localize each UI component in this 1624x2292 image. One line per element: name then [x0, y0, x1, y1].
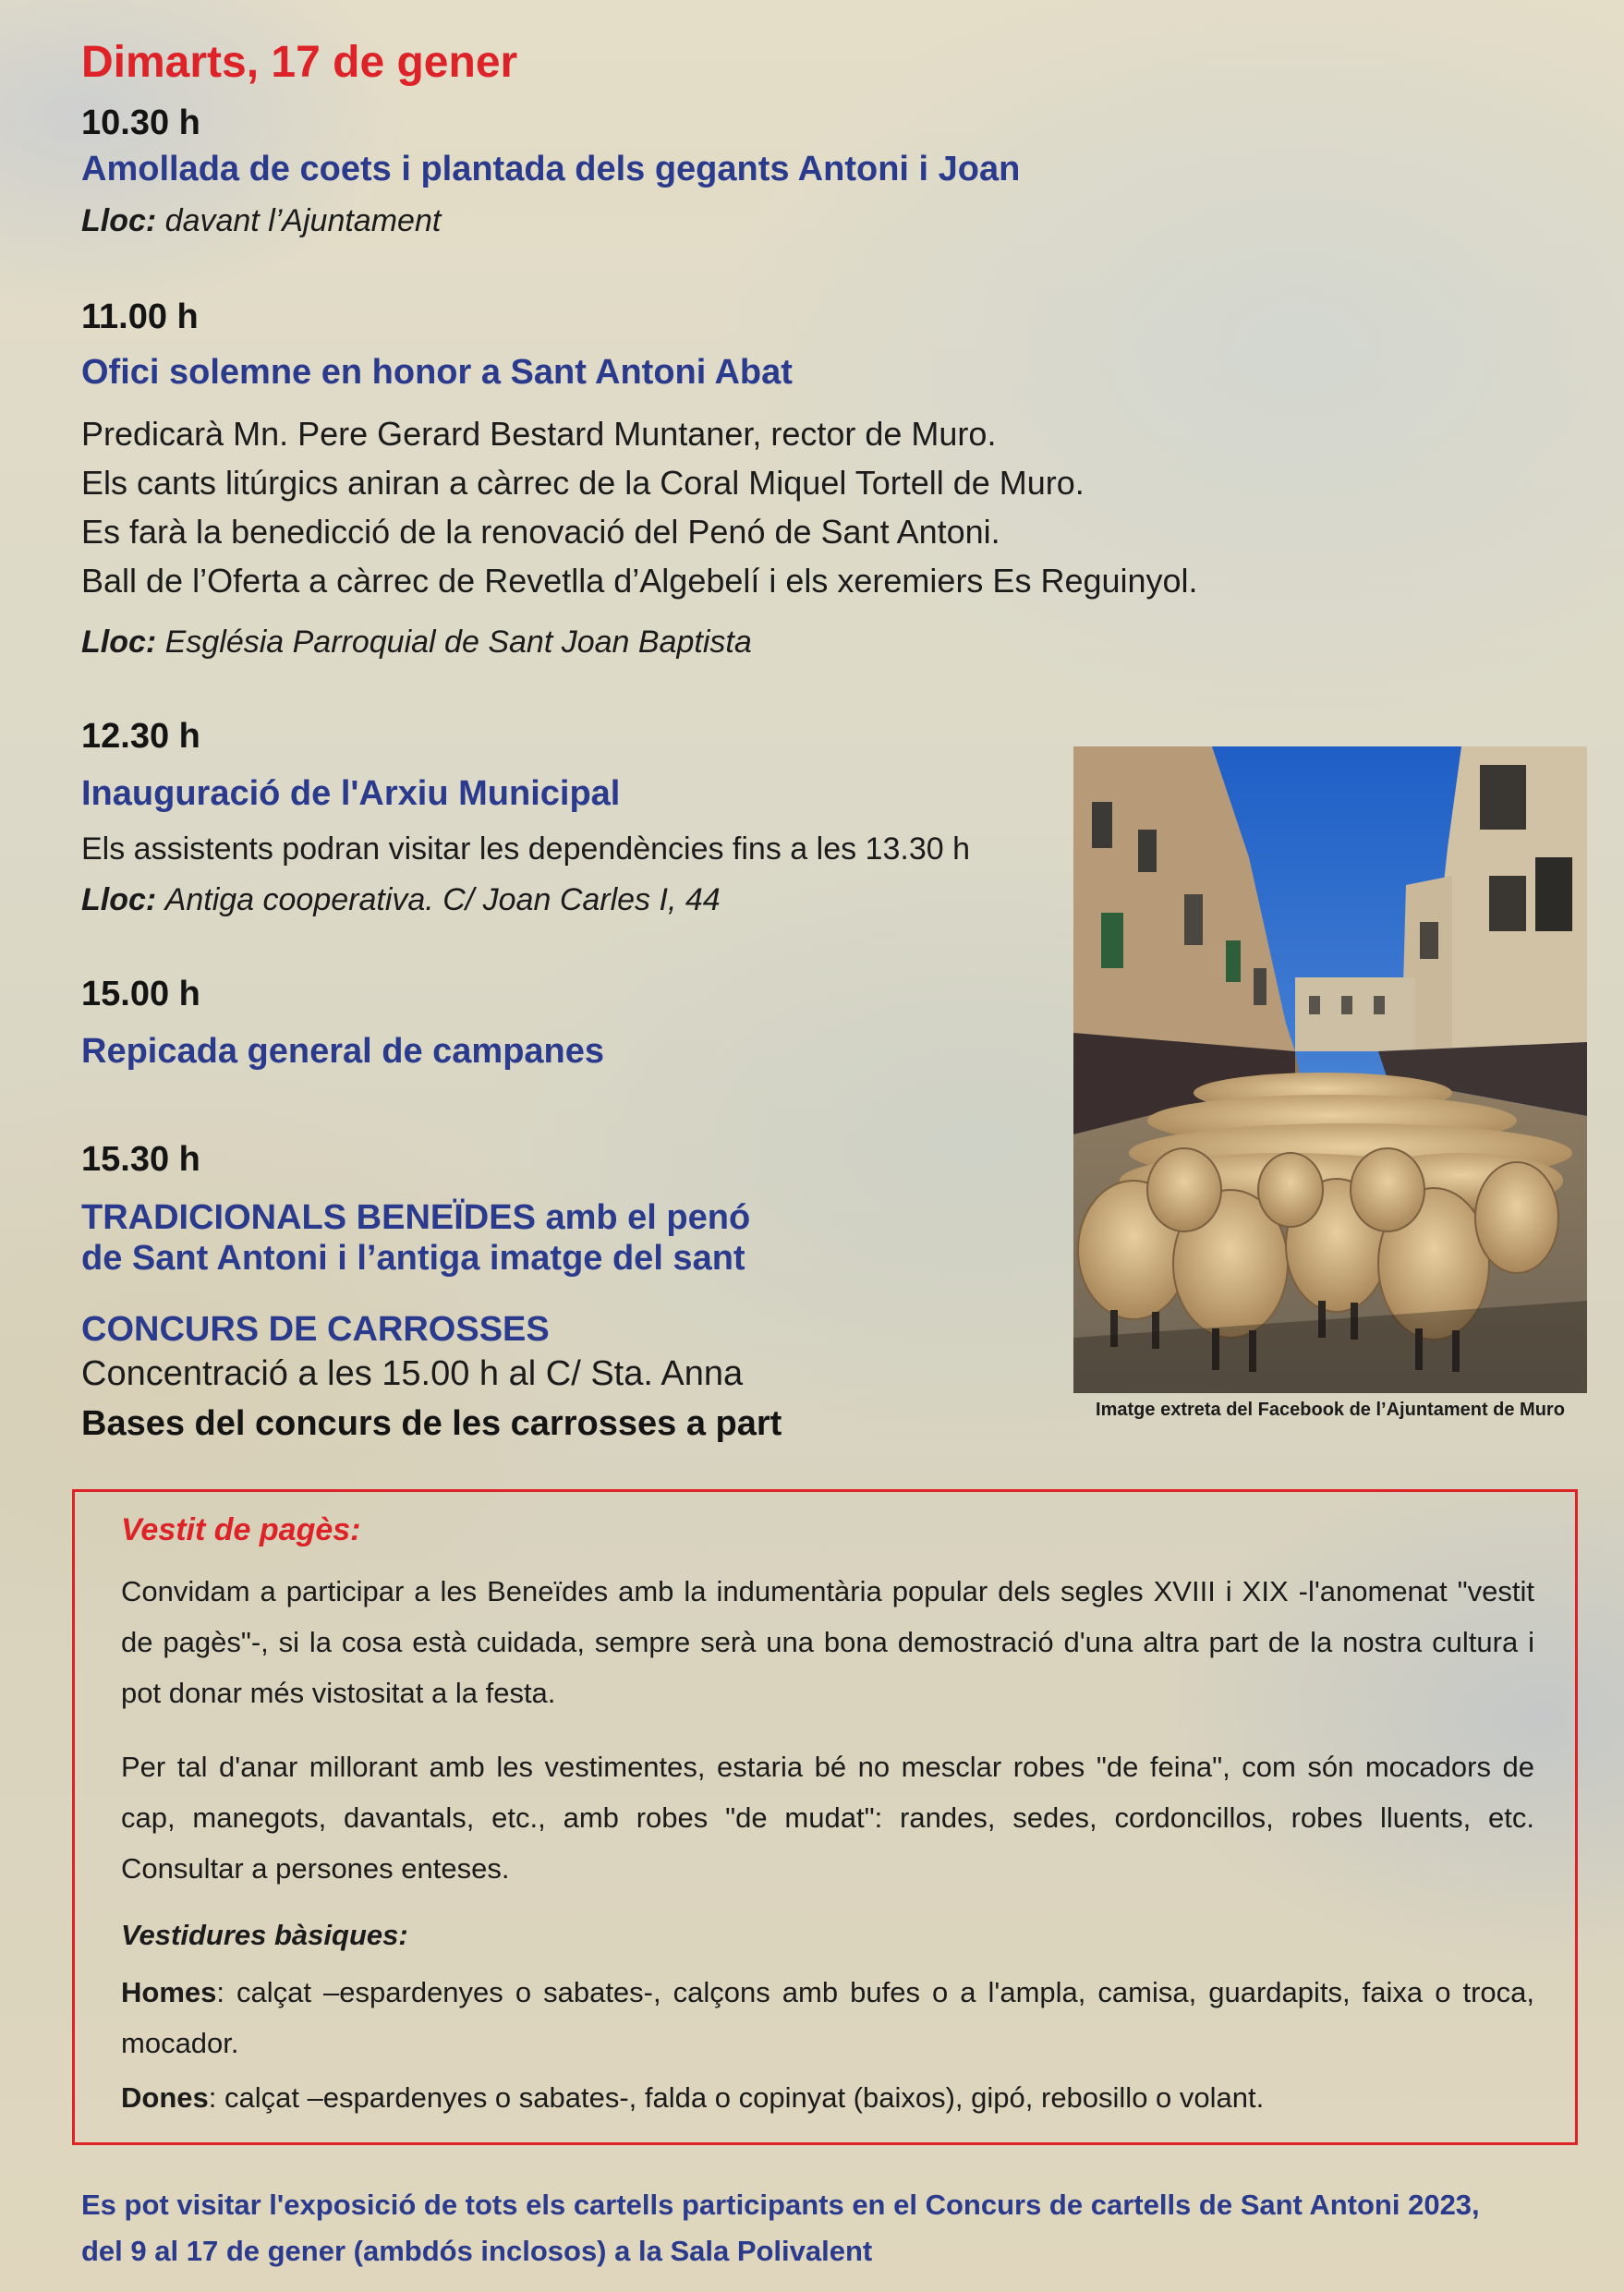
men-label: Homes — [121, 1976, 217, 2008]
info-subheading: Vestidures bàsiques: — [121, 1919, 408, 1951]
event-title: Amollada de coets i plantada dels gegants Antoni i Joan — [81, 150, 1021, 188]
contest-info: Concentració a les 15.00 h al C/ Sta. Anna — [81, 1354, 744, 1393]
event-description — [81, 409, 1596, 605]
footer-note — [81, 2182, 1596, 2274]
event-time: 11.00 h — [81, 297, 199, 336]
location-value: Antiga cooperativa. C/ Joan Carles I, 44 — [164, 882, 721, 917]
info-heading: Vestit de pagès: — [121, 1512, 361, 1547]
location-label: Lloc: — [81, 203, 157, 238]
contest-rules: Bases del concurs de les carrosses a part — [81, 1404, 782, 1443]
event-description: Els assistents podran visitar les dependències fins a les 13.30 h — [81, 831, 970, 867]
info-paragraph: Per tal d'anar millorant amb les vestimentes, estaria bé no mesclar robes "de feina", com són mocadors de cap, manegots, davantals, etc., amb robes "de mudat": randes, sedes, cordoncillos, robes lluents, etc. Consultar a persones enteses. — [121, 1751, 1534, 1885]
women-label: Dones — [121, 2081, 209, 2114]
event-title: Ofici solemne en honor a Sant Antoni Abat — [81, 353, 793, 392]
event-title — [81, 1197, 750, 1279]
location-value: Església Parroquial de Sant Joan Baptista — [164, 625, 752, 660]
location-value: davant l’Ajuntament — [164, 203, 442, 238]
photo-caption: Imatge extreta del Facebook de l’Ajuntament de Muro — [1096, 1400, 1565, 1420]
sheep-street-photo — [1073, 746, 1587, 1393]
info-women — [121, 2072, 1534, 2123]
men-text: : calçat –espardenyes o sabates-, calçons amb bufes o a l'ampla, camisa, guardapits, faixa o troca, mocador. — [121, 1976, 1534, 2059]
location-label: Lloc: — [81, 625, 157, 660]
footer-line: Es pot visitar l'exposició de tots els cartells participants en el Concurs de cartells de Sant Antoni 2023, — [81, 2189, 1480, 2221]
day-heading: Dimarts, 17 de gener — [81, 38, 518, 87]
info-box — [72, 1489, 1578, 2145]
footer-line: del 9 al 17 de gener (ambdós inclosos) a la Sala Polivalent — [81, 2235, 873, 2267]
event-location — [81, 203, 441, 239]
event-title: Repicada general de campanes — [81, 1032, 605, 1071]
description-line: Es farà la benedicció de la renovació del Penó de Sant Antoni. — [81, 513, 1000, 551]
event-time: 15.00 h — [81, 975, 200, 1013]
contest-title: CONCURS DE CARROSSES — [81, 1310, 550, 1349]
event-location — [81, 625, 752, 661]
title-line: TRADICIONALS BENEÏDES amb el penó — [81, 1198, 751, 1237]
description-line: Predicarà Mn. Pere Gerard Bestard Muntaner, rector de Muro. — [81, 415, 997, 453]
event-title: Inauguració de l'Arxiu Municipal — [81, 774, 621, 813]
location-label: Lloc: — [81, 882, 157, 917]
title-line: de Sant Antoni i l’antiga imatge del sant — [81, 1239, 745, 1278]
event-time: 12.30 h — [81, 717, 200, 756]
description-line: Els cants litúrgics aniran a càrrec de la Coral Miquel Tortell de Muro. — [81, 464, 1085, 502]
info-men — [121, 1967, 1534, 2068]
event-time: 10.30 h — [81, 103, 200, 142]
event-location — [81, 882, 721, 918]
info-paragraph: Convidam a participar a les Beneïdes amb la indumentària popular dels segles XVIII i XIX -l'anomenat "vestit de pagès"-, si la cosa està cuidada, sempre serà una bona demostració d'una altra part de la nostra cultura i pot donar més vistositat a la festa. — [121, 1575, 1534, 1709]
description-line: Ball de l’Oferta a càrrec de Revetlla d’Algebelí i els xeremiers Es Reguinyol. — [81, 562, 1198, 600]
event-time: 15.30 h — [81, 1140, 200, 1179]
women-text: : calçat –espardenyes o sabates-, falda o copinyat (baixos), gipó, rebosillo o volant. — [208, 2081, 1265, 2114]
